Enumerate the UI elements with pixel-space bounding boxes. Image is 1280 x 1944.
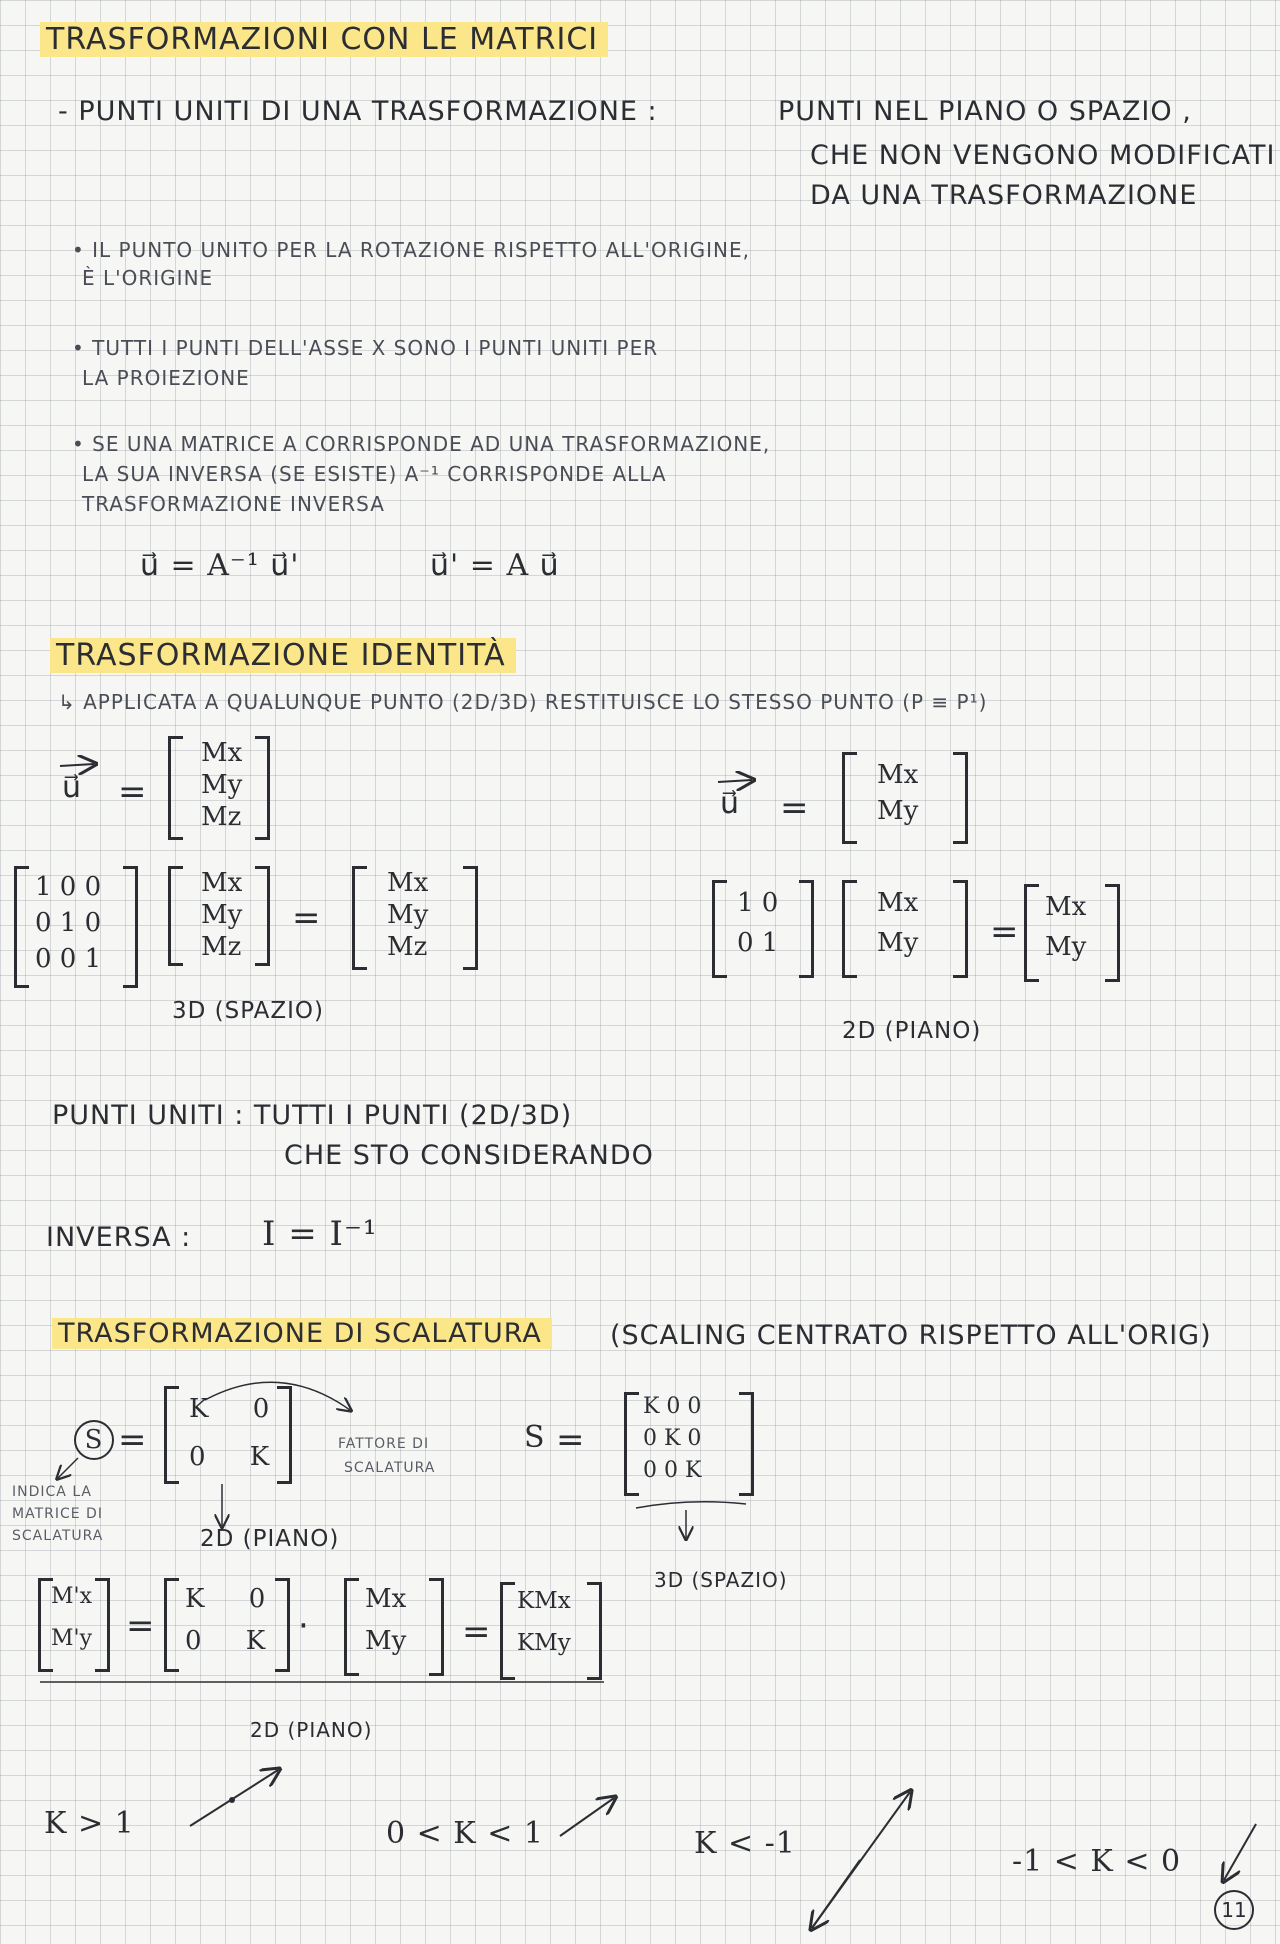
bullet-rotation-line-2: È L'ORIGINE — [82, 266, 214, 290]
case-arrow-2 — [560, 1798, 614, 1836]
definition-term: - PUNTI UNITI DI UNA TRASFORMAZIONE : — [58, 96, 658, 127]
scaling-3d-row-1: K 0 0 — [643, 1394, 702, 1419]
matrix-note-line-3: SCALATURA — [12, 1528, 104, 1544]
bullet-inverse-line-3: TRASFORMAZIONE INVERSA — [82, 492, 385, 516]
identity-3d-row-1: 1 0 0 — [35, 872, 102, 902]
equals-sign: = — [780, 788, 809, 828]
equals-sign: = — [118, 1420, 147, 1460]
matrix-note-line-2: MATRICE DI — [12, 1506, 103, 1522]
vector-3d-z: Mz — [201, 802, 242, 832]
inverse-label: INVERSA : — [46, 1222, 192, 1253]
scaling-2d-row-1: K 0 — [189, 1394, 288, 1424]
vector-arrow-2d — [718, 780, 752, 782]
scaling-3d-row-3: 0 0 K — [643, 1458, 702, 1483]
operand-2d-x: Mx — [877, 888, 919, 918]
scaling-3d-row-2: 0 K 0 — [643, 1426, 702, 1451]
section-title-scaling: TRASFORMAZIONE DI SCALATURA — [52, 1318, 552, 1349]
matrix-note-line-1: INDICA LA — [12, 1484, 93, 1500]
identity-subtitle: ↳ APPLICATA A QUALUNQUE PUNTO (2D/3D) RESTITUISCE LO STESSO PUNTO (P ≡ P¹) — [58, 690, 988, 714]
scaling-3d-symbol: S — [524, 1420, 546, 1455]
multiply-dot: · — [298, 1606, 309, 1646]
operand-z: Mz — [201, 932, 242, 962]
eq-result-y: KMy — [517, 1630, 571, 1656]
case-k-between-minus-1-0: -1 < K < 0 — [1012, 1844, 1182, 1879]
result-z: Mz — [387, 932, 428, 962]
fixed-points-line-2: CHE STO CONSIDERANDO — [284, 1140, 654, 1171]
equals-sign: = — [118, 772, 147, 812]
lhs-x: M'x — [51, 1584, 92, 1609]
identity-3d-row-2: 0 1 0 — [35, 908, 102, 938]
lhs-y: M'y — [51, 1626, 93, 1651]
case-arrow-4 — [1224, 1824, 1256, 1880]
symbol-arrow — [58, 1458, 78, 1478]
identity-3d-row-3: 0 0 1 — [35, 944, 102, 974]
scaling-label-3d: 3D (SPAZIO) — [654, 1568, 788, 1592]
operand-2d-y: My — [877, 928, 919, 958]
vector-2d-x: Mx — [877, 760, 919, 790]
label-2d-plane: 2D (PIANO) — [842, 1018, 982, 1044]
identity-2d-row-2: 0 1 — [737, 928, 779, 958]
case-k-less-minus-1: K < -1 — [694, 1826, 796, 1861]
result-2d-y: My — [1045, 932, 1087, 962]
scaling-label-2d: 2D (PIANO) — [200, 1526, 340, 1552]
vector-2d-y: My — [877, 796, 919, 826]
identity-2d-row-1: 1 0 — [737, 888, 779, 918]
inverse-formula: I = I⁻¹ — [262, 1214, 378, 1254]
label-3d-brace — [636, 1502, 746, 1508]
definition-line-3: DA UNA TRASFORMAZIONE — [810, 180, 1198, 211]
operand-y: My — [201, 900, 243, 930]
formula-inverse: u⃗ = A⁻¹ u⃗' — [140, 548, 300, 583]
fixed-points-line-1: PUNTI UNITI : TUTTI I PUNTI (2D/3D) — [52, 1100, 573, 1131]
case-origin-1 — [229, 1797, 235, 1803]
factor-note-line-2: SCALATURA — [344, 1460, 436, 1476]
bullet-rotation-line-1: • IL PUNTO UNITO PER LA ROTAZIONE RISPETTO ALL'ORIGINE, — [72, 238, 750, 262]
eq-result-x: KMx — [517, 1588, 571, 1614]
case-k-between-0-1: 0 < K < 1 — [386, 1816, 545, 1851]
vector-3d-y: My — [201, 770, 243, 800]
page-number: 11 — [1214, 1890, 1254, 1930]
label-3d-space: 3D (SPAZIO) — [172, 998, 324, 1024]
scaling-matrix-symbol: S — [74, 1420, 114, 1460]
bullet-projection-line-2: LA PROIEZIONE — [82, 366, 250, 390]
result-y: My — [387, 900, 429, 930]
vector-u-3d: u⃗ — [62, 770, 83, 805]
bullet-inverse-line-1: • SE UNA MATRICE A CORRISPONDE AD UNA TRASFORMAZIONE, — [72, 432, 771, 456]
equals-sign: = — [126, 1606, 155, 1646]
equals-sign: = — [292, 898, 321, 938]
vector-arrow-3d — [60, 764, 94, 766]
bullet-projection-line-1: • TUTTI I PUNTI DELL'ASSE X SONO I PUNTI UNITI PER — [72, 336, 659, 360]
equals-sign: = — [990, 912, 1019, 952]
factor-arrow — [205, 1382, 350, 1410]
equals-sign: = — [462, 1612, 491, 1652]
definition-line-1: PUNTI NEL PIANO O SPAZIO , — [778, 96, 1192, 127]
section-title-identity: TRASFORMAZIONE IDENTITÀ — [50, 638, 516, 673]
case-k-greater-1: K > 1 — [44, 1806, 135, 1841]
scaling-title-note: (SCALING CENTRATO RISPETTO ALL'ORIG) — [610, 1320, 1212, 1351]
result-x: Mx — [387, 868, 429, 898]
case-arrow-3-neg — [812, 1860, 860, 1928]
equals-sign: = — [556, 1420, 585, 1460]
bullet-inverse-line-2: LA SUA INVERSA (SE ESISTE) A⁻¹ CORRISPONDE ALLA — [82, 462, 667, 486]
definition-line-2: CHE NON VENGONO MODIFICATI — [810, 140, 1276, 171]
formula-direct: u⃗' = A u⃗ — [430, 548, 560, 583]
scaling-eq-label-2d: 2D (PIANO) — [250, 1718, 373, 1742]
result-2d-x: Mx — [1045, 892, 1087, 922]
section-title-matrix-transforms: TRASFORMAZIONI CON LE MATRICI — [40, 22, 608, 57]
eq-vector-x: Mx — [365, 1584, 407, 1614]
eq-matrix-row-2: 0 K — [185, 1626, 284, 1656]
eq-matrix-row-1: K 0 — [185, 1584, 284, 1614]
vector-3d-x: Mx — [201, 738, 243, 768]
operand-x: Mx — [201, 868, 243, 898]
eq-vector-y: My — [365, 1626, 407, 1656]
factor-note-line-1: FATTORE DI — [338, 1436, 430, 1452]
vector-u-2d: u⃗ — [720, 786, 741, 821]
scaling-2d-row-2: 0 K — [189, 1442, 288, 1472]
